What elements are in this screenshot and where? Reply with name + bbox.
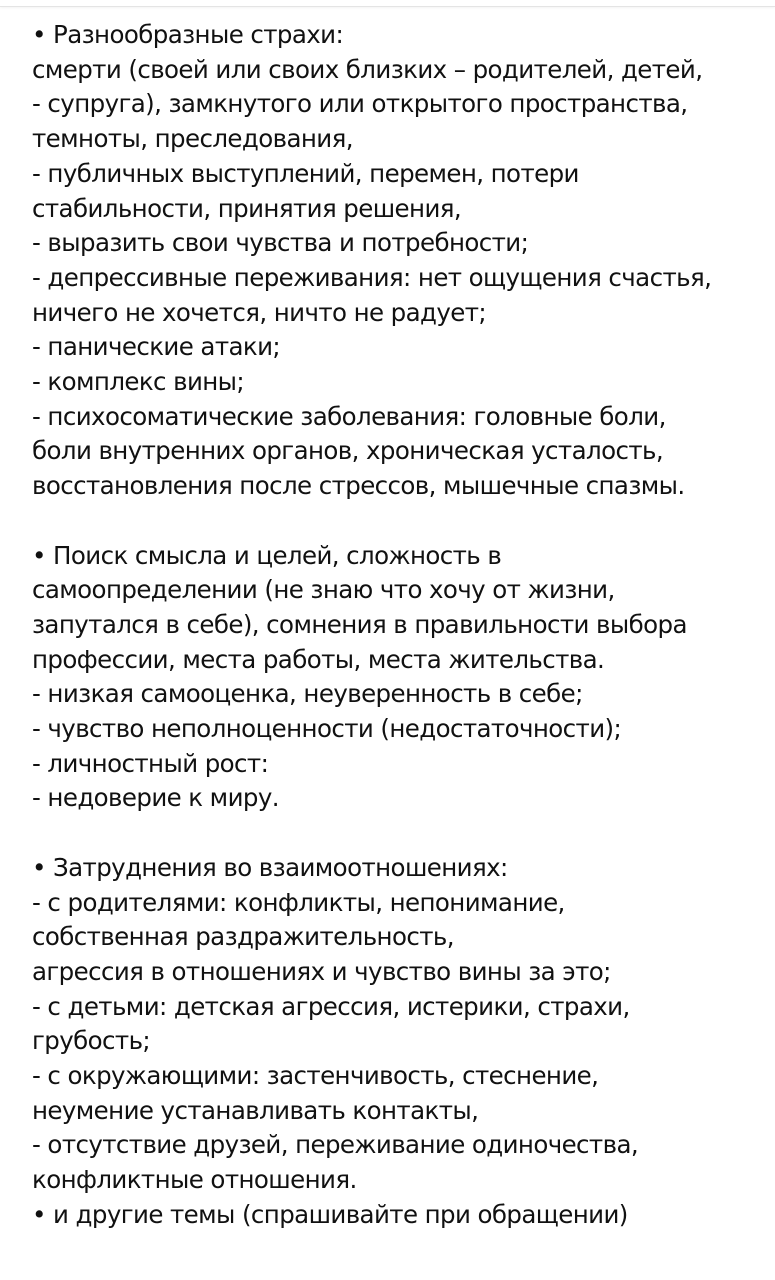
section-meaning: [32, 539, 767, 817]
text-line: - психосоматические заболевания: головные боли,: [32, 401, 666, 431]
section-relationships: [32, 851, 767, 1233]
text-line: - с окружающими: застенчивость, стеснение,: [32, 1061, 599, 1091]
text-line: конфликтные отношения.: [32, 1165, 357, 1195]
section-spacer: [32, 504, 767, 539]
top-divider: [0, 0, 775, 7]
text-line: • Поиск смысла и целей, сложность в: [32, 540, 502, 570]
text-line: - чувство неполноценности (недостаточности);: [32, 714, 622, 744]
text-line: - супруга), замкнутого или открытого пространства,: [32, 89, 688, 119]
text-line: - публичных выступлений, перемен, потери: [32, 158, 579, 188]
section-fears: [32, 18, 767, 504]
text-line: грубость;: [32, 1026, 151, 1056]
text-line: - с родителями: конфликты, непонимание,: [32, 887, 565, 917]
section-spacer: [32, 816, 767, 851]
text-line: ничего не хочется, ничто не радует;: [32, 297, 487, 327]
text-line: самоопределении (не знаю что хочу от жизни,: [32, 575, 615, 605]
text-line: • Разнообразные страхи:: [32, 20, 344, 49]
text-line: боли внутренних органов, хроническая усталость,: [32, 436, 664, 466]
text-line: • Затруднения во взаимоотношениях:: [32, 852, 508, 882]
text-line: темноты, преследования,: [32, 124, 353, 154]
text-line: собственная раздражительность,: [32, 922, 454, 952]
text-line: - с детьми: детская агрессия, истерики, страхи,: [32, 991, 630, 1021]
text-line: - комплекс вины;: [32, 367, 245, 397]
text-line: - личностный рост:: [32, 748, 269, 778]
text-line: неумение устанавливать контакты,: [32, 1095, 479, 1125]
text-line: - панические атаки;: [32, 332, 281, 362]
text-line: - недоверие к миру.: [32, 783, 279, 813]
document-text: [32, 18, 767, 1233]
text-line: профессии, места работы, места жительства.: [32, 644, 605, 674]
text-line: • и другие темы (спрашивайте при обращении): [32, 1199, 628, 1229]
text-line: - низкая самооценка, неуверенность в себе;: [32, 679, 583, 709]
text-line: восстановления после стрессов, мышечные спазмы.: [32, 471, 685, 501]
text-line: агрессия в отношениях и чувство вины за это;: [32, 956, 611, 986]
text-line: - депрессивные переживания: нет ощущения счастья,: [32, 262, 712, 292]
text-line: смерти (своей или своих близких – родителей, детей,: [32, 54, 703, 84]
text-line: - отсутствие друзей, переживание одиночества,: [32, 1130, 639, 1160]
text-line: запутался в себе), сомнения в правильности выбора: [32, 609, 687, 639]
text-line: стабильности, принятия решения,: [32, 193, 462, 223]
text-line: - выразить свои чувства и потребности;: [32, 228, 529, 258]
